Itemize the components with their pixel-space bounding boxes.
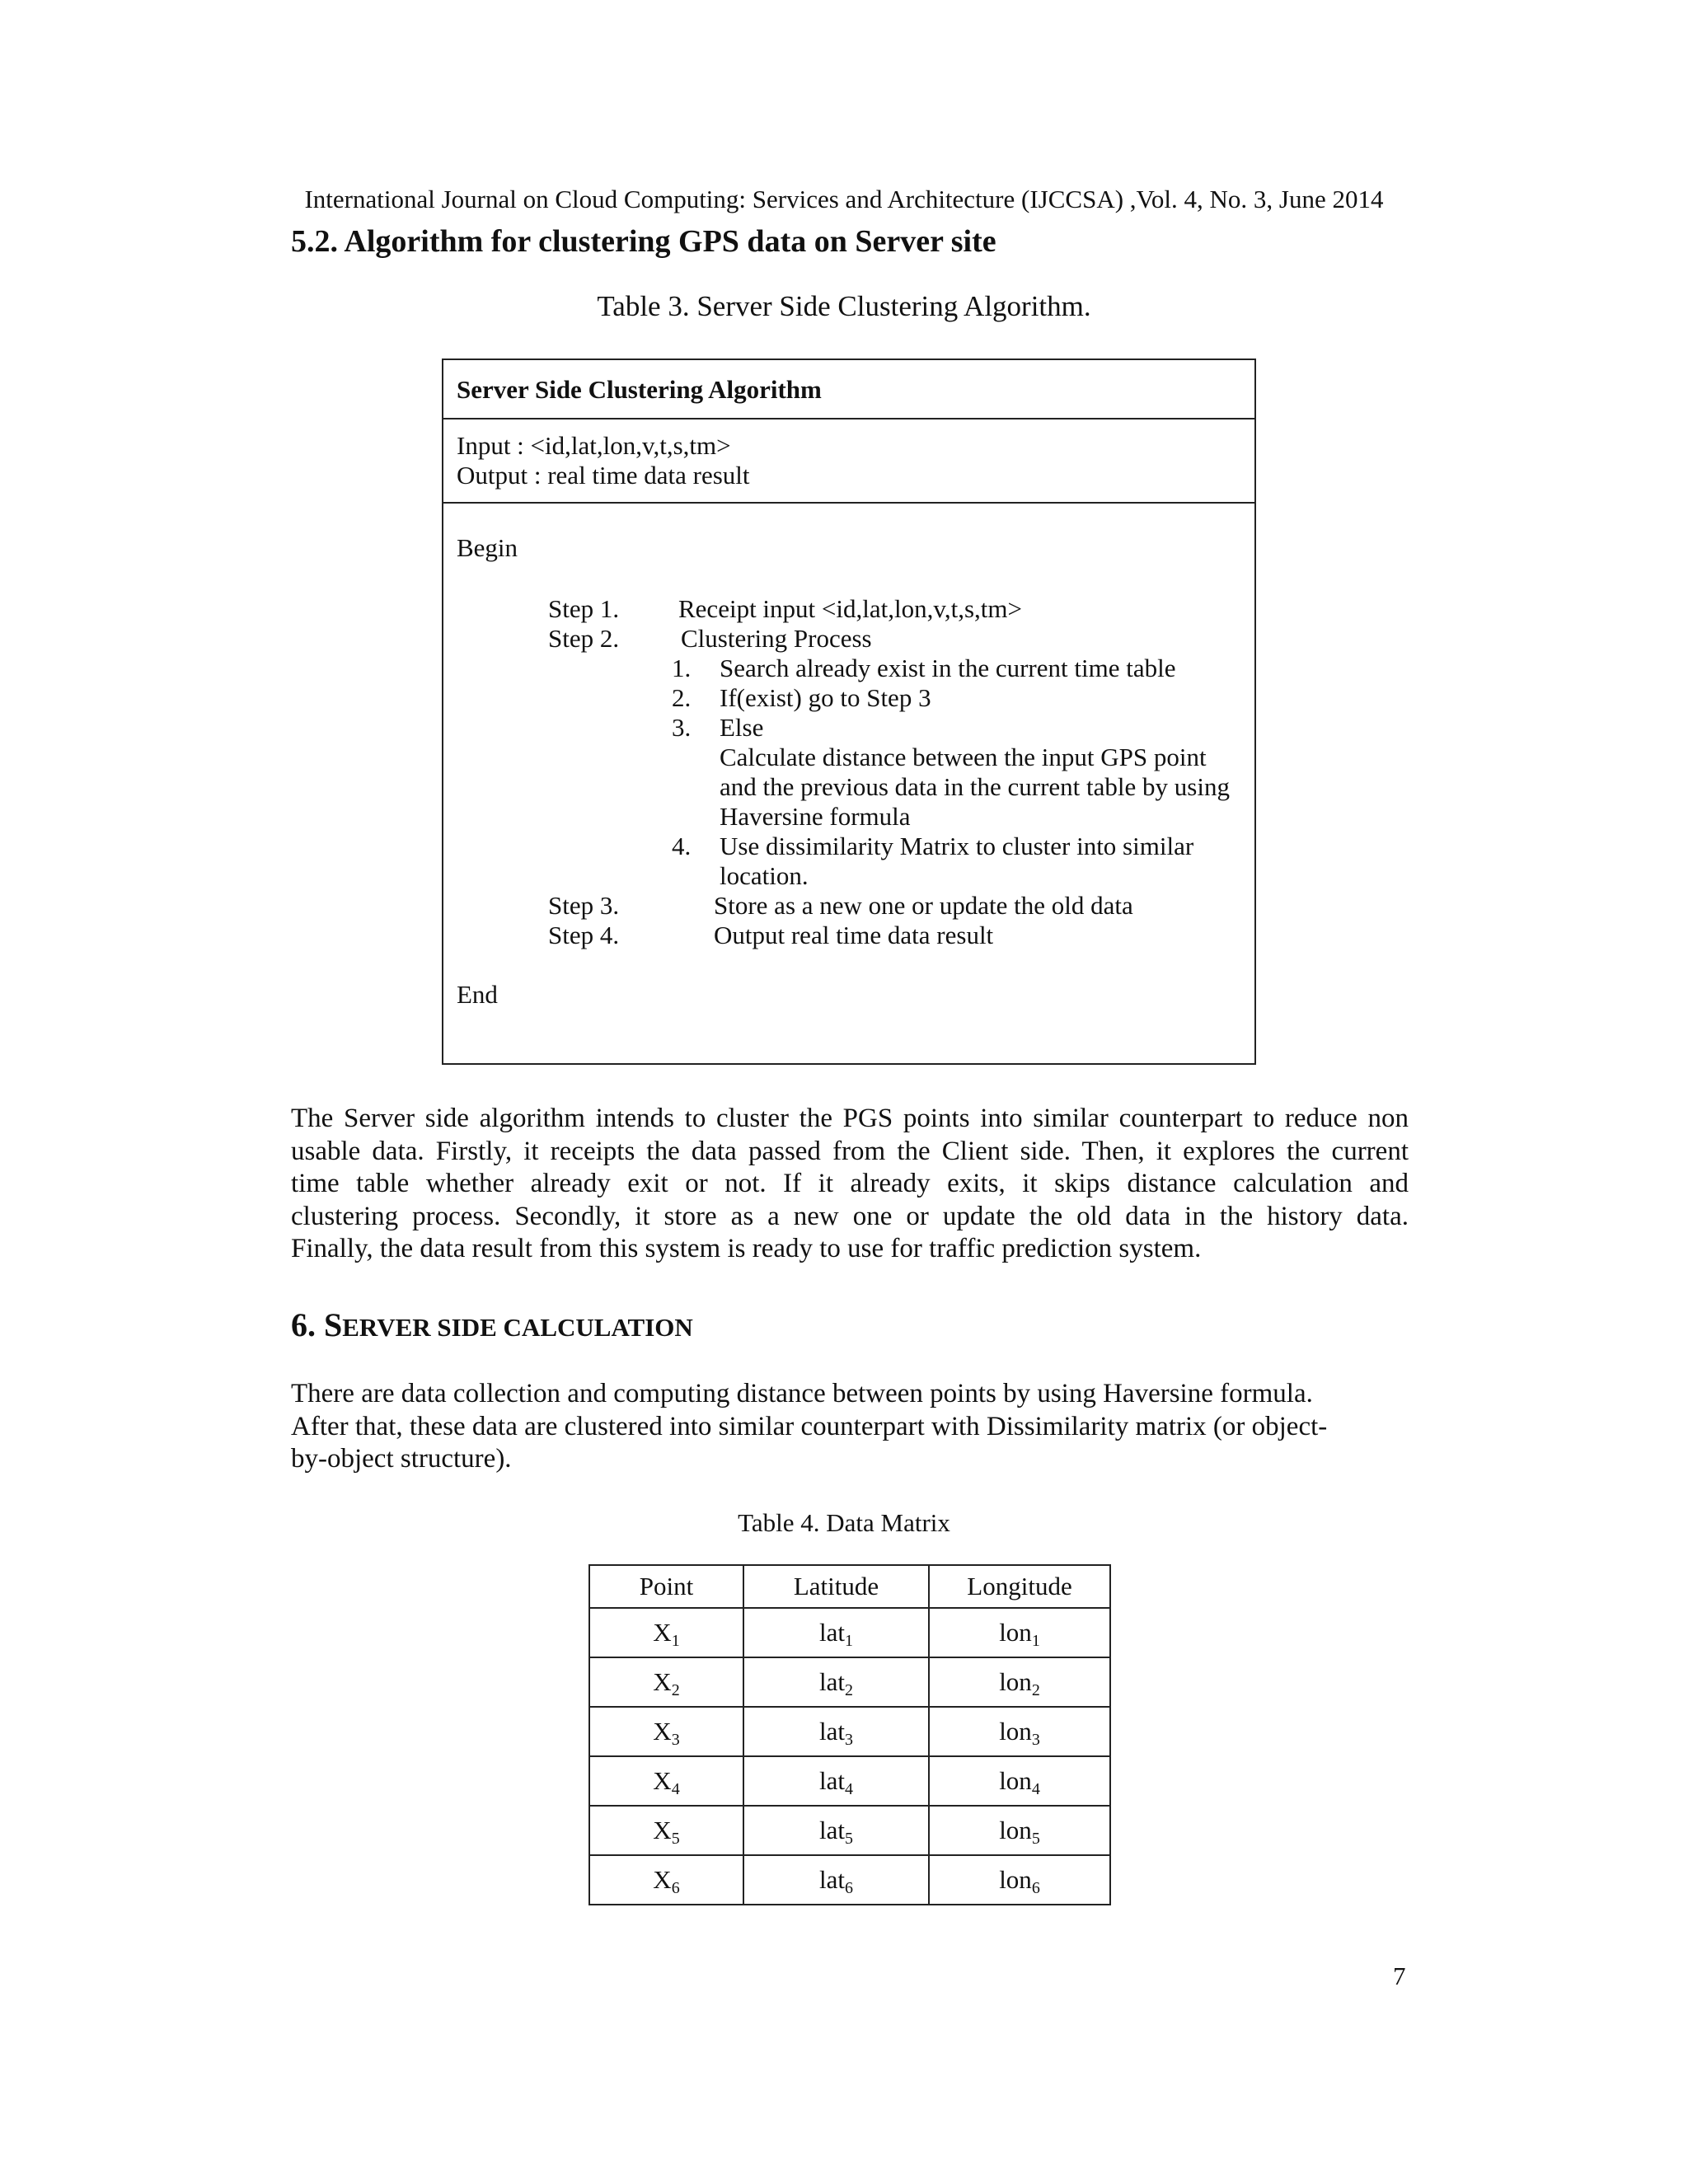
- cell-longitude: lon$_4$: [929, 1756, 1110, 1806]
- table-row: [589, 1756, 1110, 1806]
- step2-label: Step 2.: [548, 624, 620, 653]
- cell-longitude: lon$_5$: [929, 1806, 1110, 1855]
- algorithm-box: [442, 359, 1256, 1065]
- cell-latitude: lat$_6$: [743, 1855, 929, 1905]
- substep2-number: 2.: [672, 683, 692, 712]
- cell-latitude: lat$_1$: [743, 1608, 929, 1657]
- step2-text: Clustering Process: [681, 624, 872, 653]
- section-6-number: 6. S: [291, 1306, 343, 1343]
- page-number: 7: [1393, 1961, 1406, 1990]
- algorithm-title-row: [443, 360, 1254, 419]
- algorithm-title: Server Side Clustering Algorithm: [457, 375, 822, 404]
- paragraph-line: The Server side algorithm intends to cluster the PGS points into similar counterpart to reduce non: [291, 1104, 1409, 1133]
- cell-latitude: lat$_2$: [743, 1657, 929, 1707]
- paragraph-line: Finally, the data result from this system is ready to use for traffic prediction system.: [291, 1234, 1202, 1263]
- table-row: [589, 1855, 1110, 1905]
- substep2-text: If(exist) go to Step 3: [720, 683, 931, 712]
- substep4-number: 4.: [672, 832, 692, 860]
- step3-label: Step 3.: [548, 891, 620, 920]
- substep3-text: Else: [720, 713, 764, 742]
- paragraph-line: usable data. Firstly, it receipts the data passed from the Client side. Then, it explores the current: [291, 1136, 1409, 1166]
- section-6-heading: [291, 1305, 693, 1348]
- algorithm-output: Output : real time data result: [457, 461, 750, 490]
- step4-text: Output real time data result: [714, 921, 994, 949]
- cell-latitude: lat$_4$: [743, 1756, 929, 1806]
- table-row: [589, 1657, 1110, 1707]
- cell-latitude: lat$_3$: [743, 1707, 929, 1756]
- cell-longitude: lon$_1$: [929, 1608, 1110, 1657]
- cell-longitude: lon$_3$: [929, 1707, 1110, 1756]
- paragraph-line: clustering process. Secondly, it store as a new one or update the old data in the history data.: [291, 1201, 1409, 1231]
- section-title: 5.2. Algorithm for clustering GPS data on Server site: [291, 224, 996, 259]
- table4-caption: Table 4. Data Matrix: [738, 1508, 950, 1537]
- header-latitude: Latitude: [743, 1565, 929, 1608]
- substep3-line3: Haversine formula: [720, 802, 911, 831]
- algorithm-begin: Begin: [457, 533, 518, 562]
- step1-text: Receipt input <id,lat,lon,v,t,s,tm>: [678, 594, 1022, 623]
- substep4-line1: Use dissimilarity Matrix to cluster into similar: [720, 832, 1194, 860]
- substep1-text: Search already exist in the current time table: [720, 654, 1176, 682]
- step4-label: Step 4.: [548, 921, 620, 949]
- substep3-line2: and the previous data in the current table by using: [720, 772, 1230, 801]
- cell-point: $X_4$: [589, 1756, 743, 1806]
- cell-point: $X_6$: [589, 1855, 743, 1905]
- paragraph-line: After that, these data are clustered into similar counterpart with Dissimilarity matrix (or object-: [291, 1411, 1328, 1441]
- paragraph-line: by-object structure).: [291, 1444, 512, 1474]
- cell-latitude: lat$_5$: [743, 1806, 929, 1855]
- algorithm-io-row: [443, 419, 1254, 504]
- table-row: [589, 1806, 1110, 1855]
- paragraph-server-side: [291, 1103, 1409, 1266]
- paragraph-line: time table whether already exit or not. If it already exits, it skips distance calculation and: [291, 1169, 1409, 1198]
- cell-point: $X_1$: [589, 1608, 743, 1657]
- substep3-line1: Calculate distance between the input GPS point: [720, 743, 1207, 771]
- cell-point: $X_5$: [589, 1806, 743, 1855]
- header-point: Point: [589, 1565, 743, 1608]
- substep3-number: 3.: [672, 713, 692, 742]
- paragraph-calculation: [291, 1378, 1409, 1476]
- table-row: [589, 1707, 1110, 1756]
- cell-longitude: lon$_2$: [929, 1657, 1110, 1707]
- header-longitude: Longitude: [929, 1565, 1110, 1608]
- cell-point: $X_2$: [589, 1657, 743, 1707]
- step3-text: Store as a new one or update the old data: [714, 891, 1133, 920]
- step1-label: Step 1.: [548, 594, 620, 623]
- algorithm-end: End: [457, 980, 498, 1009]
- running-header: International Journal on Cloud Computing: Services and Architecture (IJCCSA) ,Vol. 4, No. 3, June 2014: [304, 185, 1384, 213]
- substep4-line2: location.: [720, 861, 809, 890]
- paragraph-line: There are data collection and computing distance between points by using Haversine formula.: [291, 1379, 1313, 1408]
- algorithm-input: Input : <id,lat,lon,v,t,s,tm>: [457, 431, 731, 460]
- table-header-row: [589, 1565, 1110, 1608]
- table-row: [589, 1608, 1110, 1657]
- substep1-number: 1.: [672, 654, 692, 682]
- cell-point: $X_3$: [589, 1707, 743, 1756]
- data-matrix-table: [588, 1564, 1111, 1905]
- cell-longitude: lon$_6$: [929, 1855, 1110, 1905]
- table3-caption: Table 3. Server Side Clustering Algorithm.: [597, 290, 1091, 322]
- section-6-title: ERVER SIDE CALCULATION: [342, 1313, 693, 1342]
